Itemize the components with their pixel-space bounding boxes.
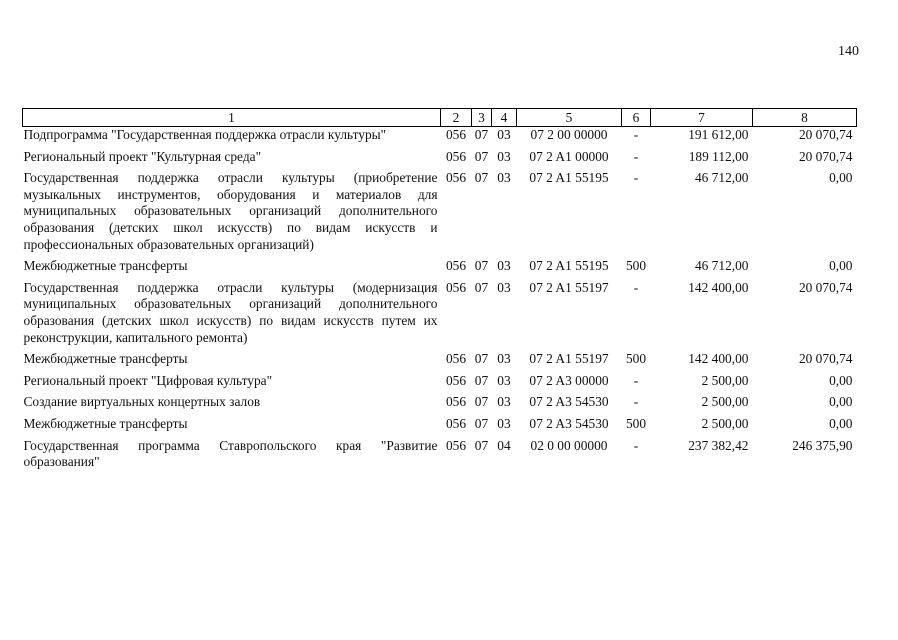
row-code-6: -: [633, 127, 639, 142]
row-amount-7: 237 382,42: [688, 437, 749, 453]
row-amount-7: 2 500,00: [701, 372, 749, 388]
row-amount-8: 20 070,74: [798, 148, 853, 164]
row-code-5: 07 2 A3 54530: [529, 394, 609, 410]
row-code-3: 07: [474, 127, 489, 142]
row-code-4: 03: [497, 148, 511, 164]
row-amount-7: 142 400,00: [688, 279, 749, 295]
row-code-3: 07: [474, 170, 489, 186]
row-code-3: 07: [474, 148, 489, 164]
column-header-row: [23, 109, 857, 127]
column-header-1: 1: [23, 109, 441, 127]
row-amount-8: 20 070,74: [798, 127, 853, 142]
row-code-2: 056: [445, 127, 467, 142]
row-code-2: 056: [445, 437, 467, 453]
row-amount-7: 191 612,00: [688, 127, 749, 142]
row-code-4: 03: [497, 170, 511, 186]
column-header-6: 6: [622, 109, 651, 127]
row-code-6: 500: [625, 351, 647, 367]
row-code-2: 056: [445, 351, 467, 367]
table-row: [23, 258, 857, 280]
row-code-6: -: [633, 394, 639, 410]
row-code-3: 07: [474, 437, 489, 453]
row-name: Межбюджетные трансферты: [23, 351, 188, 367]
row-amount-8: 0,00: [829, 372, 853, 388]
row-amount-7: 2 500,00: [701, 415, 749, 431]
row-name: Региональный проект "Культурная среда": [23, 148, 262, 164]
row-amount-7: 2 500,00: [701, 394, 749, 410]
row-code-5: 07 2 A1 55195: [529, 258, 609, 274]
table-row: [23, 438, 857, 476]
row-code-5: 07 2 A1 00000: [529, 148, 609, 164]
table-row: [23, 351, 857, 373]
column-header-5: 5: [517, 109, 622, 127]
row-amount-7: 46 712,00: [694, 258, 749, 274]
row-code-4: 03: [497, 394, 511, 410]
table-row: [23, 149, 857, 171]
row-code-6: -: [633, 437, 639, 453]
column-header-8: 8: [753, 109, 857, 127]
row-code-6: 500: [625, 415, 647, 431]
row-amount-8: 20 070,74: [798, 351, 853, 367]
row-name: Государственная поддержка отрасли культуры (модернизация муниципальных образовательных организаций дополнительного образования (детских школ искусств) по видам искусств путем их реконструкции, капитального ремонта): [23, 279, 438, 345]
table-row: [23, 170, 857, 258]
row-code-3: 07: [474, 372, 489, 388]
row-amount-8: 0,00: [829, 415, 853, 431]
row-code-6: 500: [625, 258, 647, 274]
row-code-2: 056: [445, 279, 467, 295]
row-name: Государственная программа Ставропольского края "Развитие образования": [23, 437, 438, 470]
row-code-2: 056: [445, 372, 467, 388]
column-header-3: 3: [472, 109, 492, 127]
row-name: Региональный проект "Цифровая культура": [23, 372, 273, 388]
row-amount-8: 246 375,90: [792, 437, 853, 453]
row-code-6: -: [633, 279, 639, 295]
row-amount-8: 0,00: [829, 258, 853, 274]
row-code-5: 07 2 A3 54530: [529, 415, 609, 431]
row-code-3: 07: [474, 351, 489, 367]
row-amount-7: 189 112,00: [688, 148, 749, 164]
row-code-6: -: [633, 170, 639, 186]
row-amount-7: 142 400,00: [688, 351, 749, 367]
column-header-2: 2: [441, 109, 472, 127]
row-code-3: 07: [474, 394, 489, 410]
row-amount-8: 0,00: [829, 170, 853, 186]
table-row: [23, 394, 857, 416]
row-code-3: 07: [474, 279, 489, 295]
row-code-4: 04: [497, 437, 511, 453]
column-header-4: 4: [492, 109, 517, 127]
row-amount-8: 0,00: [829, 394, 853, 410]
row-code-2: 056: [445, 394, 467, 410]
page-number: 140: [838, 44, 859, 59]
table-row: [23, 280, 857, 351]
row-code-5: 07 2 00 00000: [530, 127, 608, 142]
row-code-2: 056: [445, 415, 467, 431]
row-code-2: 056: [445, 258, 467, 274]
table-row: [23, 373, 857, 395]
row-code-5: 07 2 A1 55197: [529, 351, 609, 367]
row-amount-7: 46 712,00: [694, 170, 749, 186]
table-row: [23, 127, 857, 149]
row-code-2: 056: [445, 170, 467, 186]
table-row: [23, 416, 857, 438]
row-code-5: 07 2 A3 00000: [529, 372, 609, 388]
row-code-5: 07 2 A1 55197: [529, 279, 609, 295]
row-code-4: 03: [497, 372, 511, 388]
row-name: Межбюджетные трансферты: [23, 258, 188, 274]
row-code-5: 07 2 A1 55195: [529, 170, 609, 186]
row-name: Подпрограмма "Государственная поддержка отрасли культуры": [23, 127, 387, 142]
row-code-2: 056: [445, 148, 467, 164]
row-code-3: 07: [474, 258, 489, 274]
row-code-4: 03: [497, 258, 511, 274]
row-code-5: 02 0 00 00000: [530, 437, 608, 453]
row-name: Межбюджетные трансферты: [23, 415, 188, 431]
row-amount-8: 20 070,74: [798, 279, 853, 295]
column-header-7: 7: [651, 109, 753, 127]
row-code-4: 03: [497, 415, 511, 431]
row-name: Государственная поддержка отрасли культуры (приобретение музыкальных инструментов, оборудования и материалов для муниципальных образовательных организаций дополнительного образования (детских школ искусств) по видам искусств и профессиональных образовательных организаций): [23, 170, 438, 252]
table-body: [23, 127, 857, 476]
row-code-6: -: [633, 372, 639, 388]
row-code-4: 03: [497, 351, 511, 367]
row-code-4: 03: [497, 279, 511, 295]
row-name: Создание виртуальных концертных залов: [23, 394, 261, 410]
budget-table: [22, 108, 857, 476]
row-code-3: 07: [474, 415, 489, 431]
row-code-6: -: [633, 148, 639, 164]
row-code-4: 03: [497, 127, 511, 142]
